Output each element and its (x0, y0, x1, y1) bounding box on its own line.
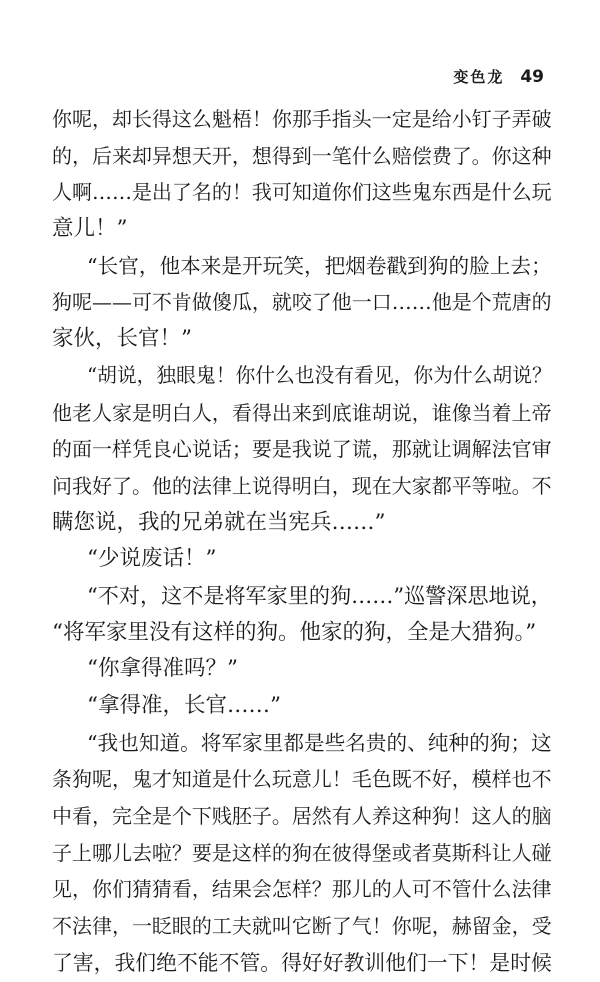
body-text (52, 101, 552, 982)
chapter-title: 变色龙 (453, 68, 505, 86)
text-line: 瞒您说，我的兄弟就在当宪兵……” (52, 509, 386, 535)
text-line: 中看，完全是个下贱胚子。居然有人养这种狗！这人的脑 (52, 804, 552, 829)
text-line: 条狗呢，鬼才知道是什么玩意儿！毛色既不好，模样也不 (52, 767, 552, 792)
text-line: 你呢，却长得这么魁梧！你那手指头一定是给小钉子弄破 (52, 107, 552, 131)
text-line: 的，后来却异想天开，想得到一笔什么赔偿费了。你这种 (52, 143, 552, 168)
text-line: 人啊……是出了名的！我可知道你们这些鬼东西是什么玩 (52, 180, 552, 205)
page-header (453, 66, 544, 87)
text-line: 不法律，一眨眼的工夫就叫它断了气！你呢，赫留金，受 (52, 914, 552, 939)
text-line: 问我好了。他的法律上说得明白，现在大家都平等啦。不 (52, 473, 552, 498)
text-line: 了害，我们绝不能不管。得好好教训他们一下！是时候 (52, 950, 552, 975)
text-line: “我也知道。将军家里都是些名贵的、纯种的狗；这 (87, 730, 552, 755)
text-line: 狗呢——可不肯做傻瓜，就咬了他一口……他是个荒唐的 (52, 290, 552, 315)
text-line: “少说废话！” (87, 546, 217, 572)
text-line: 见，你们猜猜看，结果会怎样？那儿的人可不管什么法律 (52, 877, 552, 902)
text-line: 意儿！” (52, 216, 128, 242)
text-line: 家伙，长官！” (52, 326, 192, 352)
text-line: “将军家里没有这样的狗。他家的狗，全是大猎狗。” (52, 619, 537, 645)
text-line: “你拿得准吗？” (87, 656, 238, 682)
text-line: “不对，这不是将军家里的狗……”巡警深思地说， (87, 582, 552, 608)
text-line: “拿得准，长官……” (87, 693, 281, 718)
text-line: 的面一样凭良心说话；要是我说了谎，那就让调解法官审 (52, 437, 552, 462)
page-number: 49 (520, 67, 544, 87)
text-line: “长官，他本来是开玩笑，把烟卷戳到狗的脸上去； (87, 253, 552, 278)
text-line: 子上哪儿去啦？要是这样的狗在彼得堡或者莫斯科让人碰 (52, 840, 552, 865)
text-line: 他老人家是明白人，看得出来到底谁胡说，谁像当着上帝 (52, 400, 552, 425)
text-line: “胡说，独眼鬼！你什么也没有看见，你为什么胡说？ (87, 363, 552, 387)
